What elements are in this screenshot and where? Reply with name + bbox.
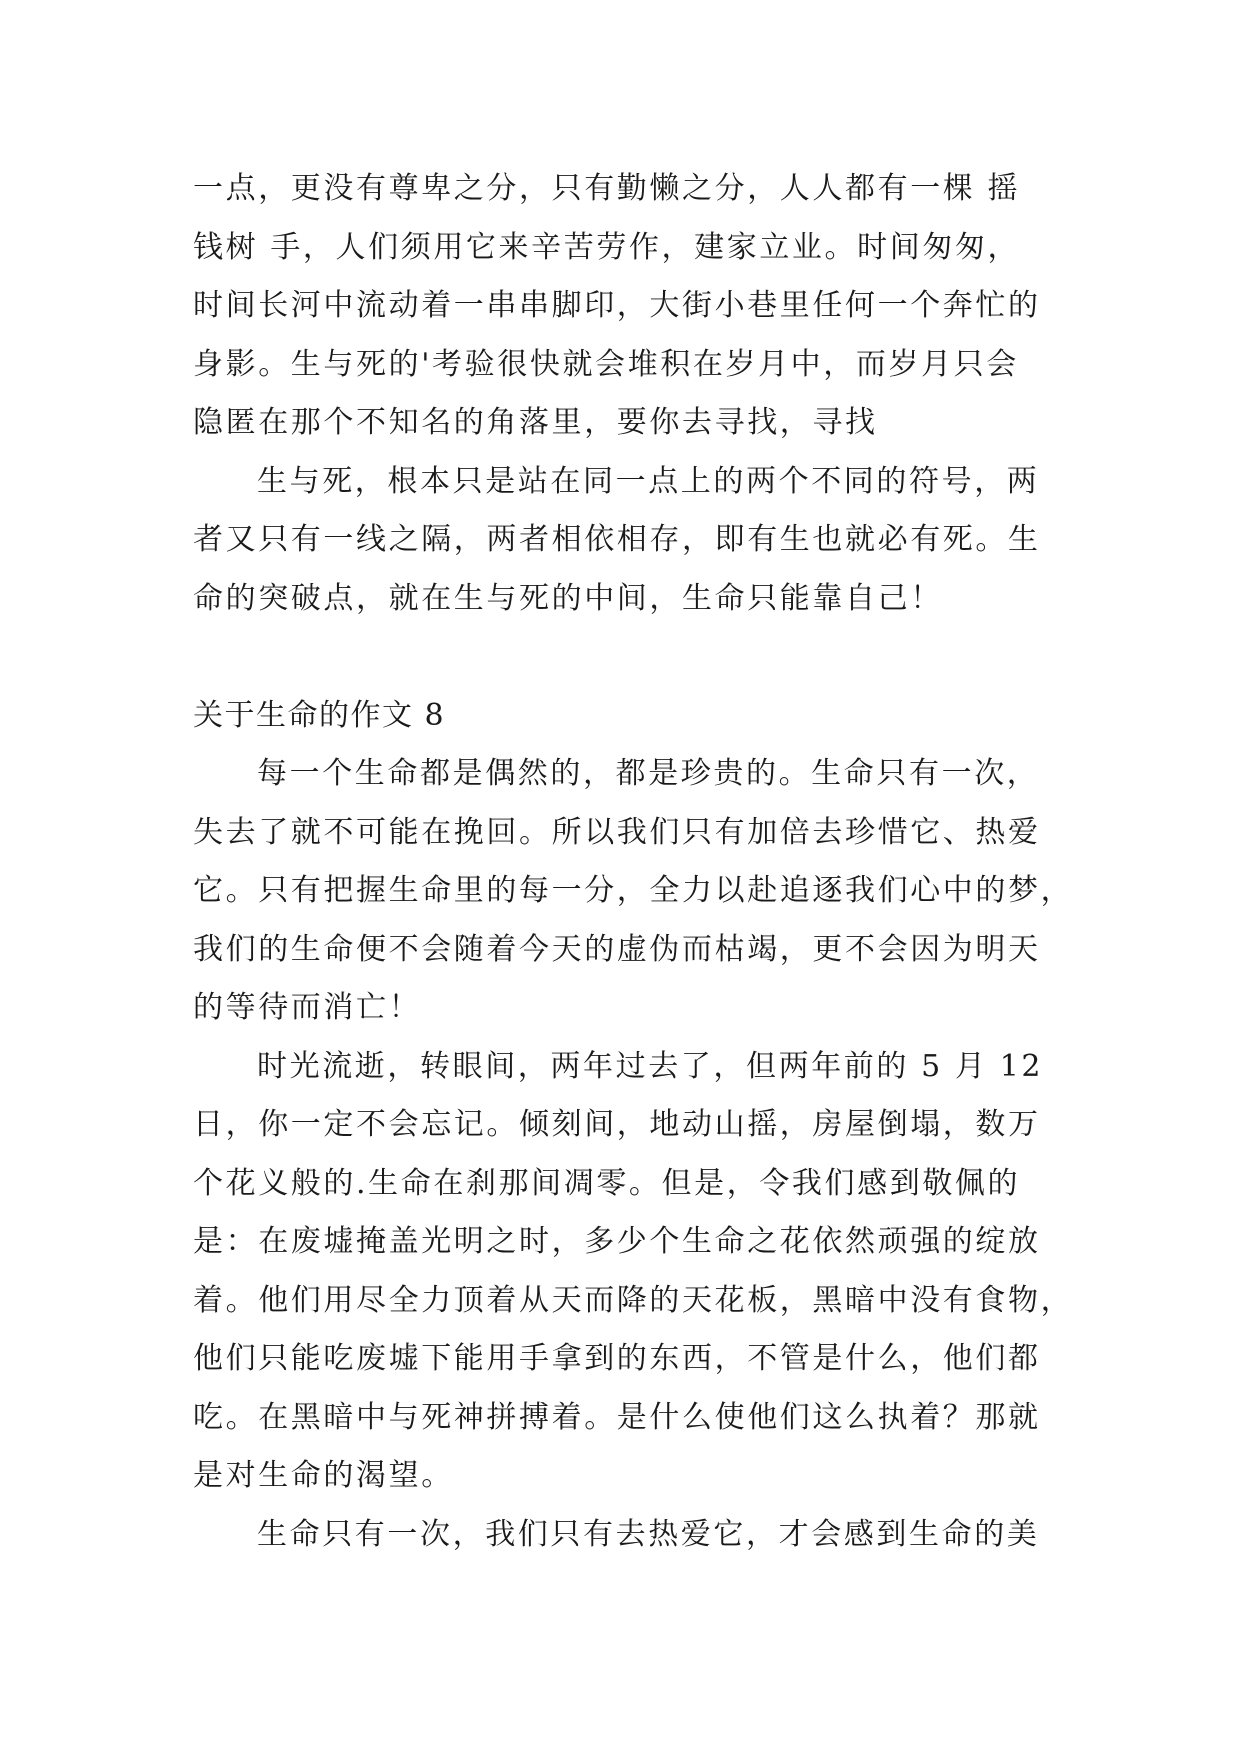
text-line: 是对生命的渴望。 [193,1458,454,1493]
text-line: 一点，更没有尊卑之分，只有勤懒之分，人人都有一棵 摇 [193,171,1021,206]
text-line: 的等待而消亡！ [193,990,422,1025]
text-line: 是：在废墟掩盖光明之时，多少个生命之花依然顽强的绽放 [193,1224,1041,1259]
section-spacer [193,628,1053,687]
text-line: 命的突破点，就在生与死的中间，生命只能靠自己！ [193,580,943,616]
text-line: 钱树 手，人们须用它来辛苦劳作，建家立业。时间匆匆， [193,229,1021,265]
text-line: 个花义般的.生命在刹那间凋零。但是，令我们感到敬佩的 [193,1165,1021,1201]
text-line: 失去了就不可能在挽回。所以我们只有加倍去珍惜它、热爱 [193,814,1041,850]
paragraph-first-line: 生与死，根本只是站在同一点上的两个不同的符号，两 [257,463,1040,499]
text-line: 他们只能吃废墟下能用手拿到的东西，不管是什么，他们都 [193,1341,1041,1376]
text-line: 时间长河中流动着一串串脚印，大街小巷里任何一个奔忙的 [193,288,1041,323]
text-line: 隐匿在那个不知名的角落里，要你去寻找，寻找 [193,405,878,440]
paragraph-first-line: 生命只有一次，我们只有去热爱它，才会感到生命的美 [257,1516,1040,1552]
section-title: 关于生命的作文 8 [193,697,446,733]
paragraph-first-line: 每一个生命都是偶然的，都是珍贵的。生命只有一次， [257,756,1040,791]
text-line: 我们的生命便不会随着今天的虚伪而枯竭，更不会因为明天 [193,931,1041,967]
text-line: 者又只有一线之隔，两者相依相存，即有生也就必有死。生 [193,522,1041,557]
paragraph-first-line: 时光流逝，转眼间，两年过去了，但两年前的 5 月 12 [257,1048,1044,1084]
text-line: 吃。在黑暗中与死神拼搏着。是什么使他们这么执着？那就 [193,1399,1041,1435]
text-line: 身影。生与死的'考验很快就会堆积在岁月中，而岁月只会 [193,346,1019,382]
text-line: 日，你一定不会忘记。倾刻间，地动山摇，房屋倒塌，数万 [193,1107,1041,1142]
text-line: 它。只有把握生命里的每一分，全力以赴追逐我们心中的梦， [193,873,1074,908]
document-body [193,160,1074,1564]
text-line: 着。他们用尽全力顶着从天而降的天花板，黑暗中没有食物， [193,1282,1074,1318]
